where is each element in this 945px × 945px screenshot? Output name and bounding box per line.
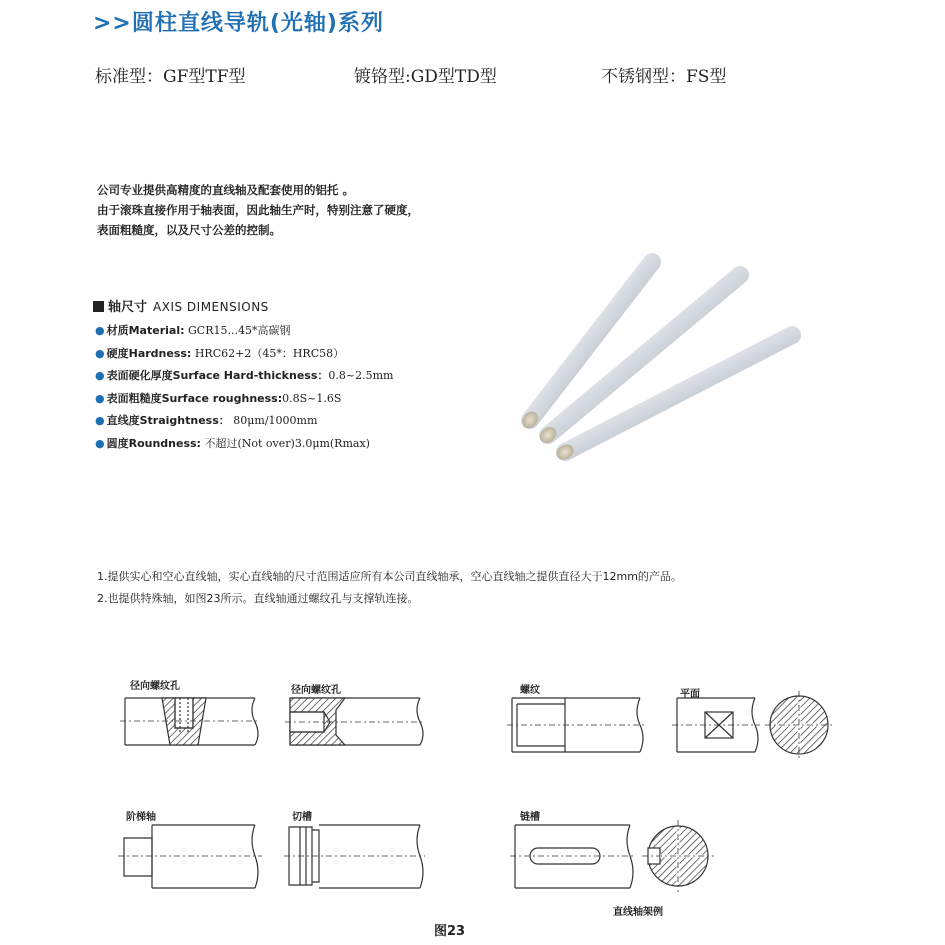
drawing-radial-hole-vertical (120, 698, 260, 745)
intro-line-1: 公司专业提供高精度的直线轴及配套使用的铝托 。 (97, 183, 355, 197)
bullet-icon: ● (95, 436, 105, 450)
intro-text (97, 180, 419, 240)
drawing-stepped-shaft (118, 825, 262, 888)
drawing-flat (672, 698, 760, 752)
label-groove: 切槽 (292, 812, 312, 823)
label-example: 直线轴架例 (613, 907, 663, 918)
page-title: >>圆柱直线导轨(光轴)系列 (93, 11, 384, 36)
drawing-keyway (510, 825, 635, 888)
bullet-icon: ● (95, 369, 105, 382)
intro-line-3: 表面粗糙度，以及尺寸公差的控制。 (97, 223, 281, 237)
drawing-keyway-section (642, 820, 714, 892)
spec-list (95, 320, 393, 455)
special-shaft-drawings (0, 680, 945, 910)
series-standard: 标准型：GF型TF型 (95, 67, 246, 87)
series-chrome: 镀铬型:GD型TD型 (354, 67, 497, 87)
spec-roughness: ● 表面粗糙度Surface roughness:0.8S~1.6S (95, 391, 342, 405)
bullet-icon: ● (95, 391, 105, 405)
label-keyway: 链槽 (520, 812, 540, 823)
drawing-radial-hole-horizontal (285, 698, 425, 745)
intro-line-2: 由于滚珠直接作用于轴表面，因此轴生产时，特别注意了硬度， (97, 203, 419, 217)
drawing-thread (507, 698, 645, 752)
section-title-en: AXIS DIMENSIONS (153, 300, 269, 314)
notes (97, 566, 682, 610)
drawing-flat-section (765, 691, 833, 759)
drawing-groove (284, 825, 425, 888)
label-thread: 螺纹 (520, 685, 540, 696)
square-bullet-icon (93, 301, 104, 312)
figure-caption: 图23 (434, 924, 466, 939)
note-1: 1.提供实心和空心直线轴，实心直线轴的尺寸范围适应所有本公司直线轴承，空心直线轴之提供直径大于12mm的产品。 (97, 570, 682, 583)
spec-material: ● 材质Material: GCR15...45*高碳钢 (95, 324, 291, 337)
label-radial-hole-1: 径向螺纹孔 (130, 681, 180, 692)
shaft-product-image (500, 240, 820, 480)
spec-straightness: ● 直线度Straightness： 80μm/1000mm (95, 414, 318, 427)
label-flat: 平面 (680, 689, 700, 700)
label-stepped-shaft: 阶梯轴 (126, 812, 156, 823)
section-heading (93, 296, 269, 315)
note-2: 2.也提供特殊轴，如图23所示。直线轴通过螺纹孔与支撑轨连接。 (97, 592, 419, 605)
series-stainless: 不锈钢型：FS型 (601, 67, 727, 87)
section-title: 轴尺寸 (108, 300, 148, 315)
label-radial-hole-2: 径向螺纹孔 (291, 685, 341, 696)
spec-hard-thickness: ● 表面硬化厚度Surface Hard-thickness：0.8~2.5mm (95, 369, 394, 382)
bullet-icon: ● (95, 346, 105, 360)
spec-roundness: ● 圆度Roundness: 不超过(Not over)3.0μm(Rmax) (95, 436, 370, 450)
bullet-icon: ● (95, 414, 105, 427)
spec-hardness: ● 硬度Hardness: HRC62+2（45*：HRC58） (95, 346, 345, 360)
bullet-icon: ● (95, 324, 105, 337)
